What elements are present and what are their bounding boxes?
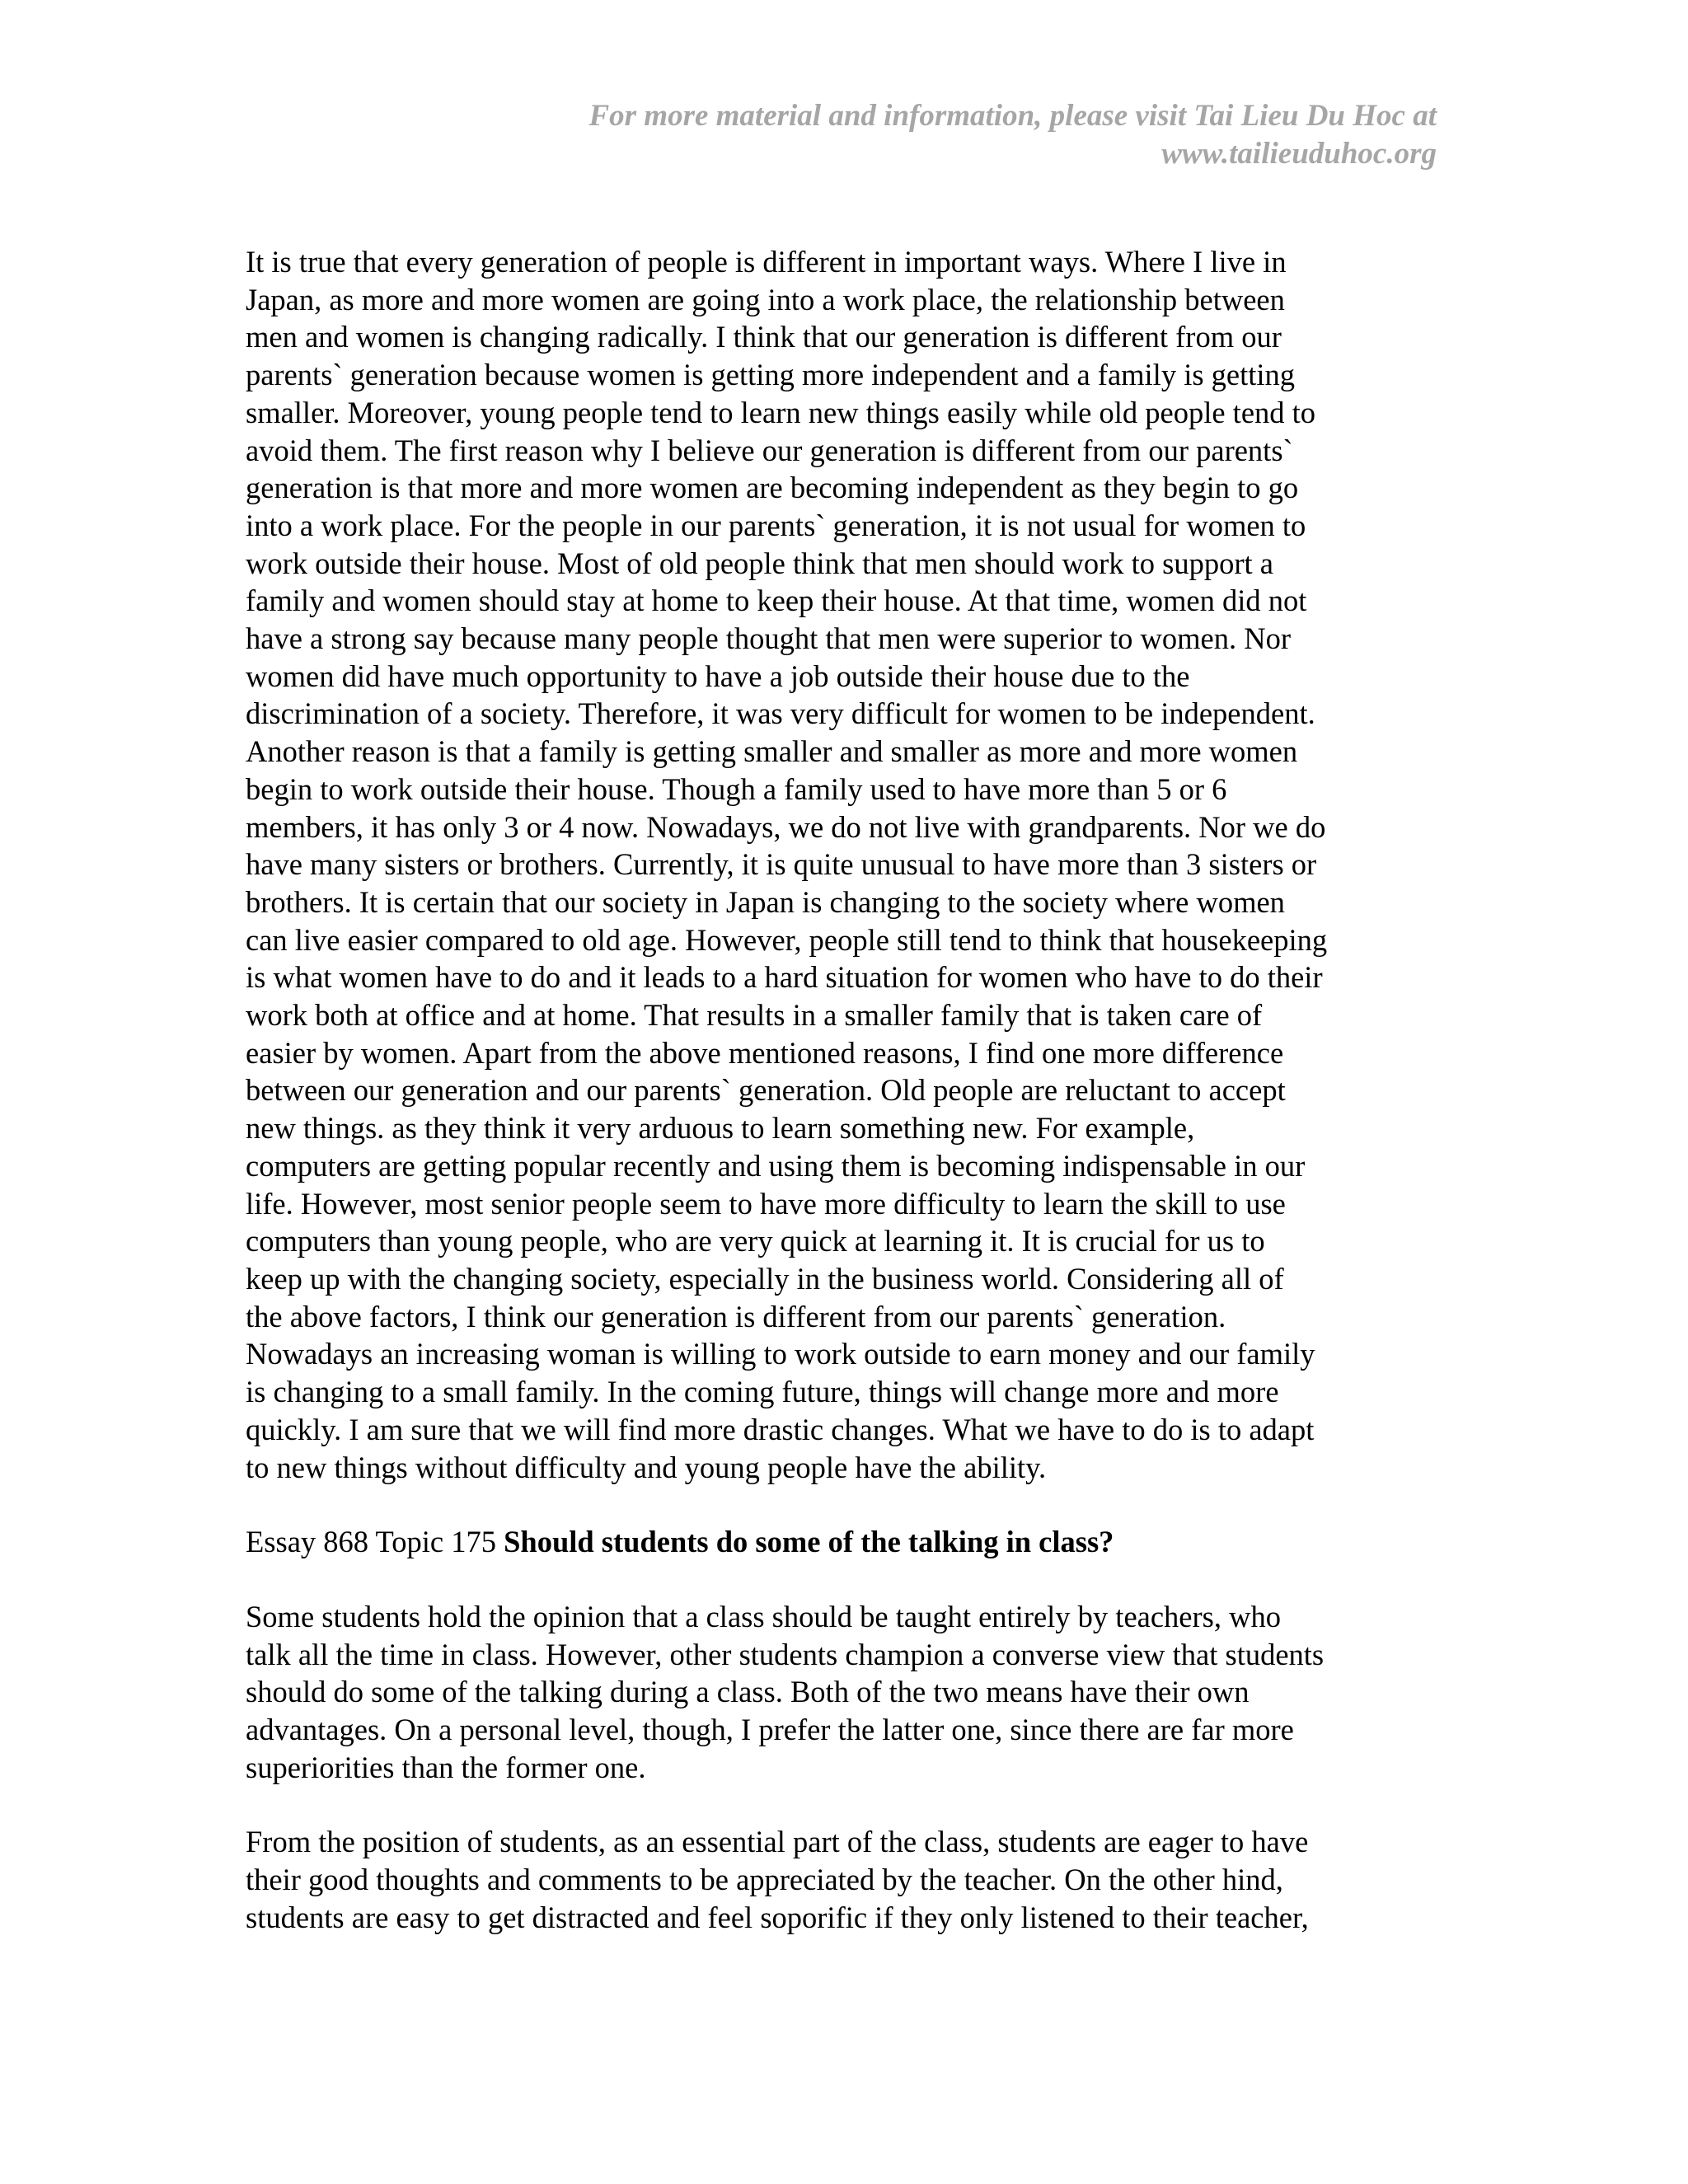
text-line: is what women have to do and it leads to a hard situation for women who have to do their [246, 960, 1323, 995]
essay-1-paragraph [246, 243, 1449, 1486]
text-line: computers than young people, who are very quick at learning it. It is crucial for us to [246, 1224, 1265, 1258]
text-line: have a strong say because many people thought that men were superior to women. Nor [246, 621, 1292, 656]
text-line: Nowadays an increasing woman is willing to work outside to earn money and our family [246, 1337, 1315, 1371]
essay-2-paragraph-2 [246, 1823, 1449, 1936]
text-line: should do some of the talking during a class. Both of the two means have their own [246, 1675, 1250, 1709]
text-line: to new things without difficulty and young people have the ability. [246, 1450, 1047, 1484]
text-line: Another reason is that a family is getting smaller and smaller as more and more women [246, 734, 1298, 769]
text-line: between our generation and our parents` generation. Old people are reluctant to accept [246, 1073, 1286, 1108]
text-line: can live easier compared to old age. However, people still tend to think that housekeeping [246, 922, 1328, 957]
text-line: It is true that every generation of people is different in important ways. Where I live in [246, 245, 1287, 279]
text-line: work both at office and at home. That results in a smaller family that is taken care of [246, 998, 1263, 1033]
text-line: men and women is changing radically. I think that our generation is different from our [246, 320, 1282, 354]
text-line: is changing to a small family. In the coming future, things will change more and more [246, 1375, 1279, 1409]
paragraph-spacer [246, 1786, 1449, 1823]
header-line-2: www.tailieuduhoc.org [1161, 137, 1437, 171]
essay-2-heading-title: Should students do some of the talking in class? [504, 1525, 1114, 1559]
text-line: quickly. I am sure that we will find more drastic changes. What we have to do is to adapt [246, 1412, 1315, 1446]
text-line: talk all the time in class. However, other students champion a converse view that students [246, 1637, 1325, 1671]
text-line: members, it has only 3 or 4 now. Nowadays, we do not live with grandparents. Nor we do [246, 809, 1326, 844]
essay-2-heading-prefix: Essay 868 Topic 175 [246, 1525, 504, 1559]
text-line: discrimination of a society. Therefore, it was very difficult for women to be independent. [246, 696, 1315, 731]
text-line: their good thoughts and comments to be appreciated by the teacher. On the other hind, [246, 1863, 1283, 1897]
text-line: superiorities than the former one. [246, 1750, 646, 1784]
text-line: keep up with the changing society, especially in the business world. Considering all of [246, 1261, 1284, 1296]
text-line: Japan, as more and more women are going into a work place, the relationship between [246, 282, 1285, 316]
text-line: generation is that more and more women are becoming independent as they begin to go [246, 471, 1299, 505]
text-line: parents` generation because women is getting more independent and a family is getting [246, 358, 1296, 392]
document-body [246, 243, 1449, 1937]
text-line: life. However, most senior people seem to have more difficulty to learn the skill to use [246, 1186, 1286, 1221]
text-line: new things. as they think it very arduous to learn something new. For example, [246, 1111, 1195, 1146]
text-line: brothers. It is certain that our society in Japan is changing to the society where women [246, 884, 1285, 919]
text-line: Some students hold the opinion that a class should be taught entirely by teachers, who [246, 1599, 1281, 1633]
text-line: advantages. On a personal level, though, I prefer the latter one, since there are far more [246, 1713, 1294, 1747]
text-line: students are easy to get distracted and feel soporific if they only listened to their teacher, [246, 1900, 1309, 1934]
header-line-1: For more material and information, please visit Tai Lieu Du Hoc at [588, 99, 1437, 133]
text-line: into a work place. For the people in our parents` generation, it is not usual for women to [246, 508, 1306, 542]
text-line: begin to work outside their house. Though a family used to have more than 5 or 6 [246, 771, 1227, 806]
paragraph-spacer [246, 1561, 1449, 1598]
essay-2-paragraph-1 [246, 1598, 1449, 1787]
paragraph-spacer [246, 1486, 1449, 1523]
text-line: From the position of students, as an essential part of the class, students are eager to have [246, 1825, 1309, 1859]
text-line: smaller. Moreover, young people tend to learn new things easily while old people tend to [246, 395, 1316, 429]
text-line: family and women should stay at home to keep their house. At that time, women did not [246, 583, 1307, 618]
text-line: work outside their house. Most of old people think that men should work to support a [246, 546, 1273, 580]
text-line: have many sisters or brothers. Currently, it is quite unusual to have more than 3 sisters or [246, 847, 1317, 882]
text-line: computers are getting popular recently and using them is becoming indispensable in our [246, 1148, 1306, 1183]
text-line: women did have much opportunity to have a job outside their house due to the [246, 658, 1190, 693]
text-line: the above factors, I think our generation is different from our parents` generation. [246, 1299, 1226, 1333]
essay-2-heading [246, 1523, 1449, 1561]
text-line: avoid them. The first reason why I believe our generation is different from our parents` [246, 433, 1293, 467]
page-header [283, 97, 1437, 173]
text-line: easier by women. Apart from the above mentioned reasons, I find one more difference [246, 1035, 1284, 1070]
